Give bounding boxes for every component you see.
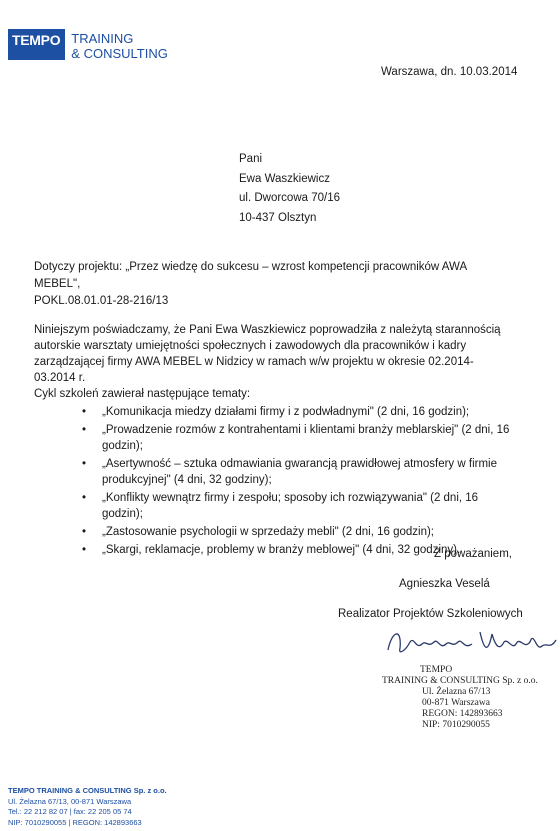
topic-item: • „Zastosowanie psychologii w sprzedaży mebli" (2 dni, 16 godzin); (34, 524, 510, 540)
topic-item: • „Skargi, reklamacje, problemy w branży meblowej" (4 dni, 32 godziny). (34, 542, 510, 558)
topic-item: • „Komunikacja miedzy działami firmy i z podwładnymi" (2 dni, 16 godzin); (34, 404, 510, 420)
recipient-street: ul. Dworcowa 70/16 (239, 192, 340, 204)
footer-address: Ul. Żelazna 67/13, 00-871 Warszawa (8, 796, 132, 806)
logo-line-1: TRAINING (71, 31, 134, 46)
topic-item: • „Prowadzenie rozmów z kontrahentami i klientami branży meblarskiej" (2 dni, 16 godzin); (34, 422, 510, 454)
logo-text (65, 29, 168, 63)
company-logo (8, 29, 168, 63)
logo-line-2: & CONSULTING (71, 46, 168, 61)
topic-item: • „Konflikty wewnątrz firmy i zespołu; sposoby ich rozwiązywania" (2 dni, 16 godzin); (34, 490, 510, 522)
stamp-line: 00-871 Warszawa (422, 698, 490, 708)
recipient-city: 10-437 Olsztyn (239, 211, 317, 224)
company-stamp (382, 665, 538, 731)
signatory-name: Agnieszka Veselá (399, 578, 490, 590)
footer-company: TEMPO TRAINING & CONSULTING Sp. z o.o. (8, 786, 167, 795)
stamp-line: REGON: 142893663 (422, 709, 503, 719)
subject-line-2: POKL.08.01.01-28-216/13 (34, 295, 169, 307)
footer-phone: Tel.: 22 212 82 07 | fax: 22 205 05 74 (8, 807, 132, 816)
footer-ids: NIP: 7010290055 | REGON: 142893663 (8, 817, 142, 827)
stamp-line: TEMPO (420, 665, 453, 675)
body-intro: Niniejszym poświadczamy, że Pani Ewa Waszkiewicz poprowadziła z należytą starannością autorskie warsztaty umiejętności społecznych i zawodowych dla pracowników i kadry zarządzającej firmy AWA MEBEL w Nidzicy w ramach w/w projektu w okresie 02.2014-03.2014 r. (34, 324, 501, 384)
stamp-line: NIP: 7010290055 (422, 720, 490, 730)
stamp-line: TRAINING & CONSULTING Sp. z o.o. (382, 676, 538, 686)
recipient-name: Ewa Waszkiewicz (239, 172, 330, 185)
body-cycle: Cykl szkoleń zawierał następujące tematy: (34, 388, 251, 400)
handwritten-signature (380, 620, 560, 665)
stamp-line: Ul. Żelazna 67/13 (422, 687, 491, 697)
recipient-address (239, 150, 340, 228)
subject-line (34, 259, 514, 310)
letter-body (34, 322, 510, 558)
recipient-title: Pani (239, 153, 263, 165)
subject-line-1: Dotyczy projektu: „Przez wiedzę do sukcesu – wzrost kompetencji pracowników AWA MEBEL", (34, 261, 467, 290)
letter-date: Warszawa, dn. 10.03.2014 (381, 66, 518, 78)
topic-item: • „Asertywność – sztuka odmawiania gwarancją prawidłowej atmosfery w firmie produkcyjnej" (4 dni, 32 godziny); (34, 456, 510, 488)
closing-salutation: Z poważaniem, (434, 548, 512, 560)
logo-box: TEMPO (8, 29, 65, 60)
page-footer (8, 786, 167, 828)
signatory-role: Realizator Projektów Szkoleniowych (338, 608, 523, 620)
topic-list (34, 404, 510, 558)
